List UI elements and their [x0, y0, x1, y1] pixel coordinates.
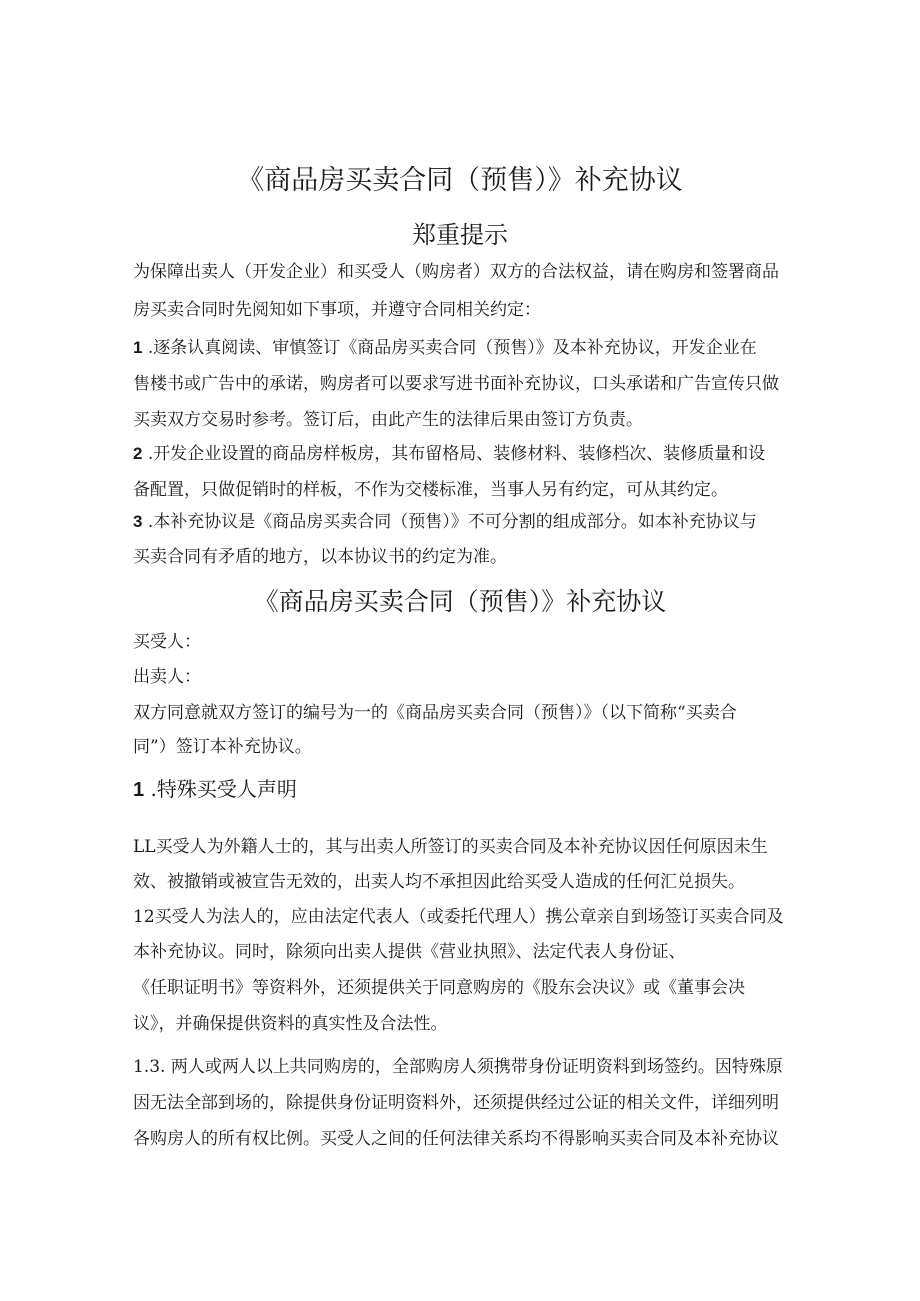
section-number: 1: [133, 779, 145, 801]
notice-item-text: .本补充协议是《商品房买卖合同（预售）》不可分割的组成部分。如本补充协议与: [142, 512, 757, 532]
document-title: 《商品房买卖合同（预售）》补充协议: [237, 165, 683, 196]
notice-item-line: 备配置，只做促销时的样板，不作为交楼标准，当事人另有约定，可从其约定。: [133, 480, 728, 500]
section-title: .特殊买受人声明: [144, 777, 297, 801]
clause-line: 议》，并确保提供资料的真实性及合法性。: [133, 1014, 448, 1034]
notice-heading: 郑重提示: [412, 221, 508, 249]
agreement-intro-line: 同”）签订本补充协议。: [133, 737, 312, 757]
agreement-intro-line: 双方同意就双方签订的编号为一的《商品房买卖合同（预售）》（以下简称“买卖合: [133, 703, 737, 723]
notice-item-number: 1: [133, 338, 143, 357]
notice-item-line: 买卖合同有矛盾的地方，以本协议书的约定为准。: [133, 547, 507, 567]
notice-item-1: [133, 336, 757, 360]
clause-line: 12买受人为法人的，应由法定代表人（或委托代理人）携公章亲自到场签订买卖合同及: [133, 907, 784, 927]
notice-item-line: 售楼书或广告中的承诺，购房者可以要求写进书面补充协议，口头承诺和广告宣传只做: [133, 374, 779, 394]
notice-item-number: 3: [133, 512, 143, 531]
notice-item-number: 2: [133, 444, 143, 463]
clause-line: 《任职证明书》等资料外，还须提供关于同意购房的《股东会决议》或《董事会决: [133, 978, 745, 998]
clause-line: LL买受人为外籍人士的，其与出卖人所签订的买卖合同及本补充协议因任何原因未生: [133, 837, 768, 857]
clause-line: 本补充协议。同时，除须向出卖人提供《营业执照》、法定代表人身份证、: [133, 942, 686, 962]
seller-label: 出卖人：: [133, 667, 201, 687]
notice-item-line: 买卖双方交易时参考。签订后，由此产生的法律后果由签订方负责。: [133, 410, 643, 430]
clause-line: 各购房人的所有权比例。买受人之间的任何法律关系均不得影响买卖合同及本补充协议: [133, 1129, 779, 1149]
notice-item-text: .逐条认真阅读、审慎签订《商品房买卖合同（预售）》及本补充协议，开发企业在: [142, 338, 757, 358]
clause-line: 因无法全部到场的，除提供身份证明资料外，还须提供经过公证的相关文件，详细列明: [133, 1093, 779, 1113]
clause-line: 1.3. 两人或两人以上共同购房的，全部购房人须携带身份证明资料到场签约。因特殊原: [133, 1057, 783, 1077]
notice-item-3: [133, 510, 757, 534]
intro-line: 为保障出卖人（开发企业）和买受人（购房者）双方的合法权益，请在购房和签署商品: [133, 262, 779, 282]
notice-item-2: [133, 442, 765, 466]
section-heading: [133, 776, 297, 803]
intro-line: 房买卖合同时先阅知如下事项，并遵守合同相关约定：: [133, 300, 541, 320]
notice-item-text: .开发企业设置的商品房样板房，其布留格局、装修材料、装修档次、装修质量和设: [142, 444, 766, 464]
buyer-label: 买受人：: [133, 632, 201, 652]
agreement-title: 《商品房买卖合同（预售）》补充协议: [253, 587, 667, 616]
clause-line: 效、被撤销或被宣告无效的，出卖人均不承担因此给买受人造成的任何汇兑损失。: [133, 872, 745, 892]
